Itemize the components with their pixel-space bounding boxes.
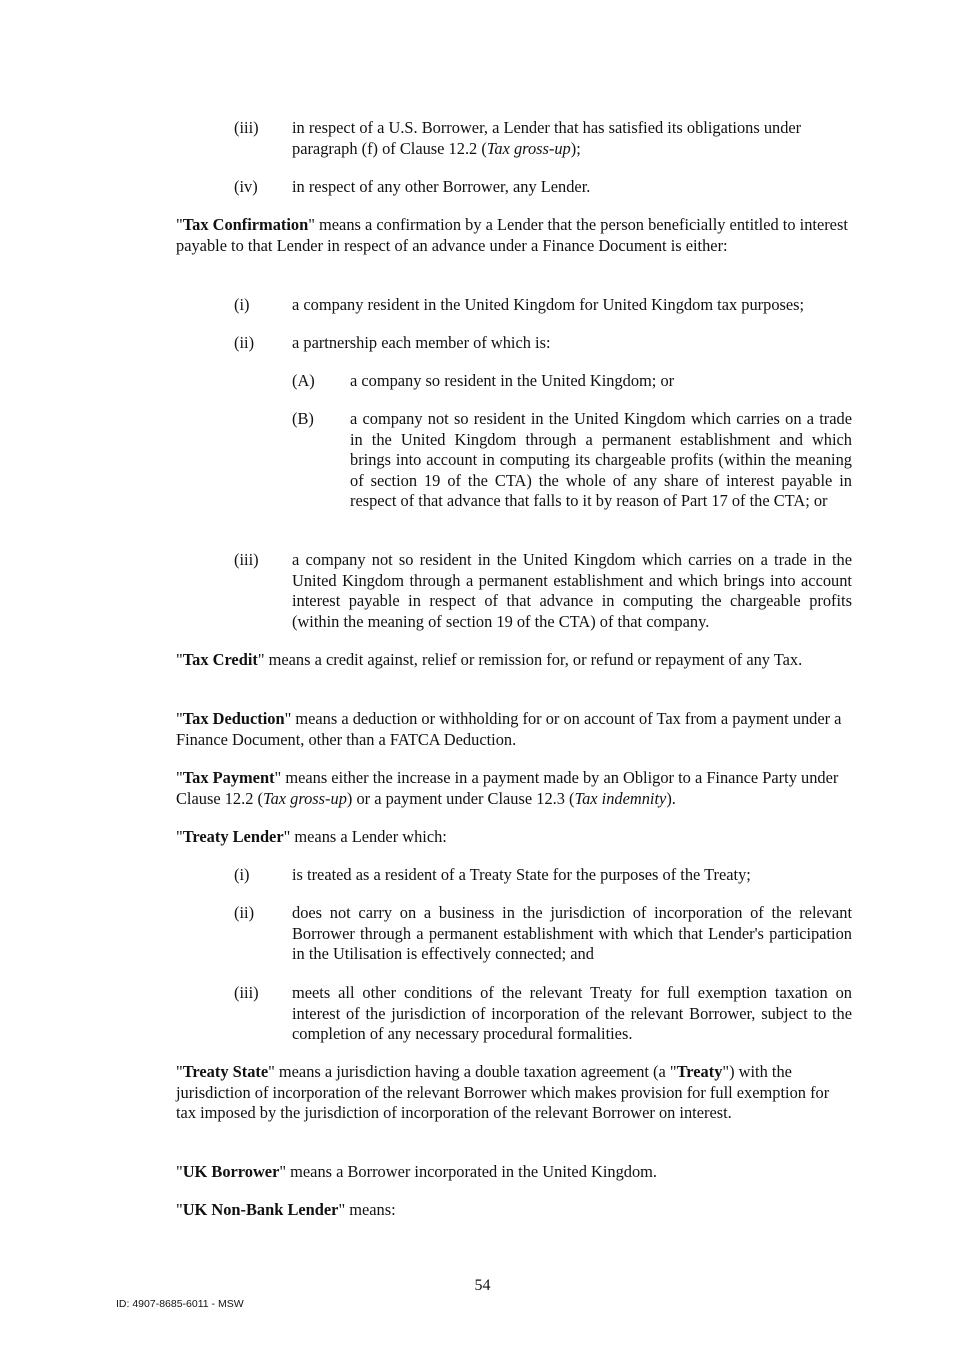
list-item-number: (ii) xyxy=(234,903,255,922)
defined-term: Treaty xyxy=(676,1062,723,1081)
list-item-number: (ii) xyxy=(234,333,255,352)
list-item-number: (iii) xyxy=(234,550,259,569)
definition-uk-non-bank-lender: "UK Non-Bank Lender" means: xyxy=(176,1200,396,1219)
defined-term: Tax Confirmation xyxy=(182,215,309,234)
list-item-text: is treated as a resident of a Treaty State for the purposes of the Treaty; xyxy=(292,865,751,884)
list-item-number: (iv) xyxy=(234,177,258,196)
list-item-text: does not carry on a business in the jurisdiction of incorporation of the relevant Borrower through a permanent establishment with which that Lender's participation in the Utilisation is effectively connected; and xyxy=(292,903,852,963)
defined-term: Treaty Lender xyxy=(182,827,284,846)
list-item-text: a company so resident in the United Kingdom; or xyxy=(350,371,675,390)
definition-tax-payment: "Tax Payment" means either the increase in a payment made by an Obligor to a Finance Party under Clause 12.2 (Tax gross-up) or a payment under Clause 12.3 (Tax indemnity). xyxy=(176,768,839,808)
list-item-number: (A) xyxy=(292,371,315,390)
list-item-text: a company resident in the United Kingdom for United Kingdom tax purposes; xyxy=(292,295,805,314)
list-item-text: meets all other conditions of the relevant Treaty for full exemption taxation on interest of the jurisdiction of incorporation of the relevant Borrower, subject to the completion of any necessary procedural formalities. xyxy=(292,983,852,1043)
definition-tax-credit: "Tax Credit" means a credit against, relief or remission for, or refund or repayment of any Tax. xyxy=(176,650,803,669)
list-item-number: (iii) xyxy=(234,983,259,1002)
list-item-text: a company not so resident in the United Kingdom which carries on a trade in the United Kingdom through a permanent establishment and which brings into account in computing its chargeable profits (within the meaning of section 19 of the CTA) the whole of any share of interest payable in respect of that advance that falls to it by reason of Part 17 of the CTA; or xyxy=(350,409,852,510)
list-item-text: a company not so resident in the United Kingdom which carries on a trade in the United Kingdom through a permanent establishment and which brings into account interest payable in respect of that advance in computing the chargeable profits (within the meaning of section 19 of the CTA) of that company. xyxy=(292,550,852,631)
defined-term: Tax Deduction xyxy=(182,709,285,728)
document-id: ID: 4907-8685-6011 - MSW xyxy=(116,1298,244,1310)
defined-term: Treaty State xyxy=(182,1062,269,1081)
list-item-text: in respect of a U.S. Borrower, a Lender that has satisfied its obligations under paragraph (f) of Clause 12.2 (Tax gross-up); xyxy=(292,118,802,158)
definition-tax-confirmation: "Tax Confirmation" means a confirmation by a Lender that the person beneficially entitled to interest payable to that Lender in respect of an advance under a Finance Document is either: xyxy=(176,215,848,255)
defined-term: UK Non-Bank Lender xyxy=(182,1200,339,1219)
list-item-text: a partnership each member of which is: xyxy=(292,333,551,352)
definition-treaty-lender: "Treaty Lender" means a Lender which: xyxy=(176,827,447,846)
list-item-number: (B) xyxy=(292,409,314,428)
defined-term: Tax Credit xyxy=(182,650,258,669)
definition-uk-borrower: "UK Borrower" means a Borrower incorporated in the United Kingdom. xyxy=(176,1162,658,1181)
list-item-number: (i) xyxy=(234,295,250,314)
definition-treaty-state: "Treaty State" means a jurisdiction having a double taxation agreement (a "Treaty") with the jurisdiction of incorporation of the relevant Borrower which makes provision for full exemption for tax imposed by the jurisdiction of incorporation of the relevant Borrower on interest. xyxy=(176,1062,830,1122)
list-item-text: in respect of any other Borrower, any Lender. xyxy=(292,177,591,196)
list-item-number: (i) xyxy=(234,865,250,884)
defined-term: UK Borrower xyxy=(182,1162,280,1181)
list-item-number: (iii) xyxy=(234,118,259,137)
definition-tax-deduction: "Tax Deduction" means a deduction or withholding for or on account of Tax from a payment under a Finance Document, other than a FATCA Deduction. xyxy=(176,709,842,749)
page-number: 54 xyxy=(474,1277,491,1294)
defined-term: Tax Payment xyxy=(182,768,275,787)
